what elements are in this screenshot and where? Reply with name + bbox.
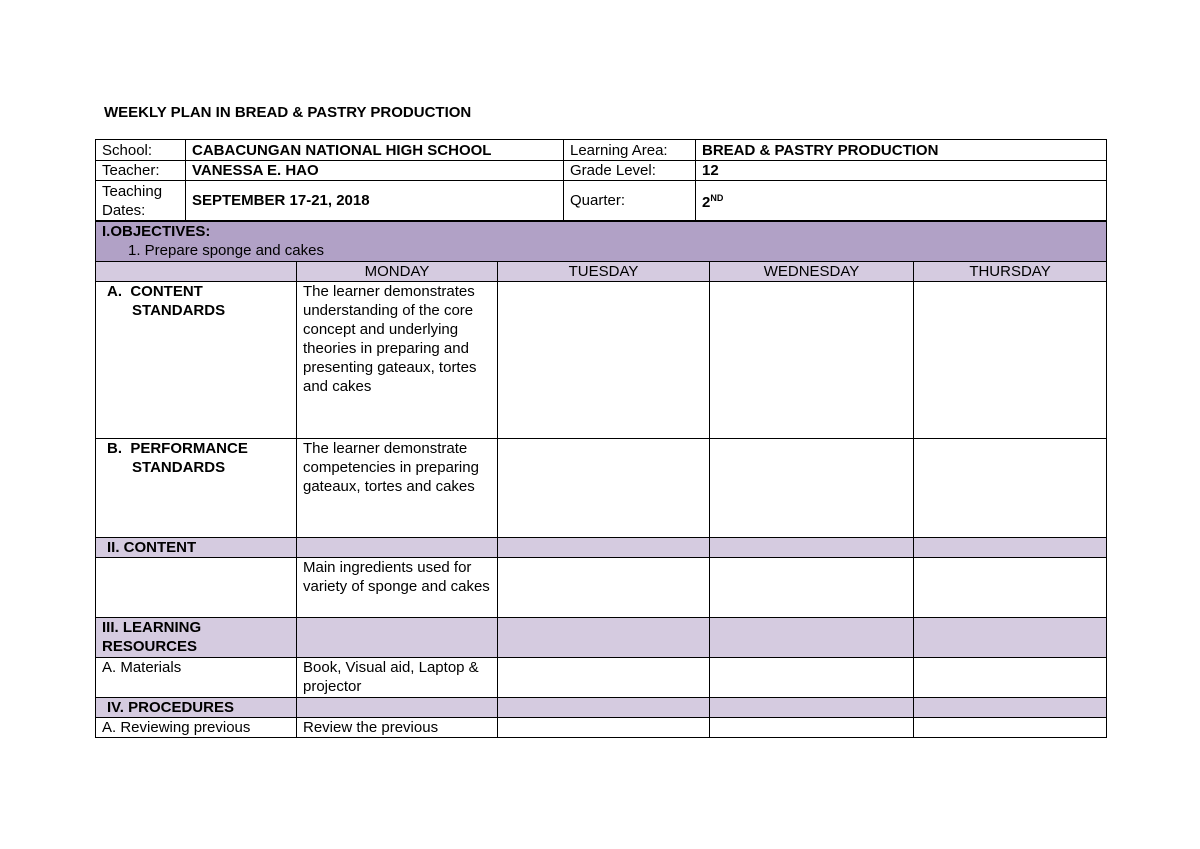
reviewing-wednesday bbox=[710, 718, 914, 738]
day-header-tuesday: TUESDAY bbox=[498, 262, 710, 282]
school-label: School: bbox=[96, 140, 186, 161]
reviewing-monday: Review the previous bbox=[297, 718, 498, 738]
content-standards-monday: The learner demonstrates understanding of the core concept and underlying theories in preparing and presenting gateaux, tortes and cakes bbox=[297, 282, 498, 439]
teaching-dates-value: SEPTEMBER 17-21, 2018 bbox=[186, 181, 564, 221]
content-section-tuesday bbox=[498, 538, 710, 558]
grade-level-label: Grade Level: bbox=[564, 161, 696, 181]
performance-standards-tuesday bbox=[498, 439, 710, 538]
school-value: CABACUNGAN NATIONAL HIGH SCHOOL bbox=[186, 140, 564, 161]
quarter-label: Quarter: bbox=[564, 181, 696, 221]
performance-standards-thursday bbox=[914, 439, 1107, 538]
objectives-section bbox=[96, 222, 1107, 262]
materials-label: A. Materials bbox=[96, 658, 297, 698]
content-standards-tuesday bbox=[498, 282, 710, 439]
reviewing-label: A. Reviewing previous bbox=[96, 718, 297, 738]
performance-standards-label: B. PERFORMANCE STANDARDS bbox=[96, 439, 297, 538]
learning-resources-monday bbox=[297, 618, 498, 658]
day-header-blank bbox=[96, 262, 297, 282]
learning-resources-tuesday bbox=[498, 618, 710, 658]
materials-monday: Book, Visual aid, Laptop & projector bbox=[297, 658, 498, 698]
quarter-suffix: ND bbox=[710, 193, 724, 203]
learning-resources-thursday bbox=[914, 618, 1107, 658]
reviewing-thursday bbox=[914, 718, 1107, 738]
performance-standards-wednesday bbox=[710, 439, 914, 538]
grade-level-value: 12 bbox=[696, 161, 1107, 181]
content-standards-thursday bbox=[914, 282, 1107, 439]
content-section-monday bbox=[297, 538, 498, 558]
procedures-label: IV. PROCEDURES bbox=[96, 698, 297, 718]
page-title: WEEKLY PLAN IN BREAD & PASTRY PRODUCTION bbox=[104, 104, 472, 121]
content-section-label: II. CONTENT bbox=[96, 538, 297, 558]
materials-tuesday bbox=[498, 658, 710, 698]
learning-resources-wednesday bbox=[710, 618, 914, 658]
materials-wednesday bbox=[710, 658, 914, 698]
content-detail-label bbox=[96, 558, 297, 618]
learning-area-value: BREAD & PASTRY PRODUCTION bbox=[696, 140, 1107, 161]
quarter-number: 2 bbox=[702, 194, 711, 211]
teacher-label: Teacher: bbox=[96, 161, 186, 181]
day-header-thursday: THURSDAY bbox=[914, 262, 1107, 282]
day-header-wednesday: WEDNESDAY bbox=[710, 262, 914, 282]
objective-item: 1. Prepare sponge and cakes bbox=[128, 242, 324, 259]
content-section-thursday bbox=[914, 538, 1107, 558]
header-table bbox=[95, 139, 1107, 221]
content-section-wednesday bbox=[710, 538, 914, 558]
objectives-heading: I.OBJECTIVES: bbox=[102, 223, 211, 240]
content-detail-monday: Main ingredients used for variety of sponge and cakes bbox=[297, 558, 498, 618]
content-standards-wednesday bbox=[710, 282, 914, 439]
materials-thursday bbox=[914, 658, 1107, 698]
teaching-dates-label: Teaching Dates: bbox=[96, 181, 186, 221]
teacher-value: VANESSA E. HAO bbox=[186, 161, 564, 181]
performance-standards-monday: The learner demonstrate competencies in preparing gateaux, tortes and cakes bbox=[297, 439, 498, 538]
learning-resources-label: III. LEARNING RESOURCES bbox=[96, 618, 297, 658]
procedures-monday bbox=[297, 698, 498, 718]
plan-table bbox=[95, 221, 1107, 738]
content-detail-tuesday bbox=[498, 558, 710, 618]
learning-area-label: Learning Area: bbox=[564, 140, 696, 161]
procedures-wednesday bbox=[710, 698, 914, 718]
content-detail-wednesday bbox=[710, 558, 914, 618]
reviewing-tuesday bbox=[498, 718, 710, 738]
day-header-monday: MONDAY bbox=[297, 262, 498, 282]
quarter-value bbox=[696, 181, 1107, 221]
procedures-tuesday bbox=[498, 698, 710, 718]
content-detail-thursday bbox=[914, 558, 1107, 618]
content-standards-label: A. CONTENT STANDARDS bbox=[96, 282, 297, 439]
procedures-thursday bbox=[914, 698, 1107, 718]
